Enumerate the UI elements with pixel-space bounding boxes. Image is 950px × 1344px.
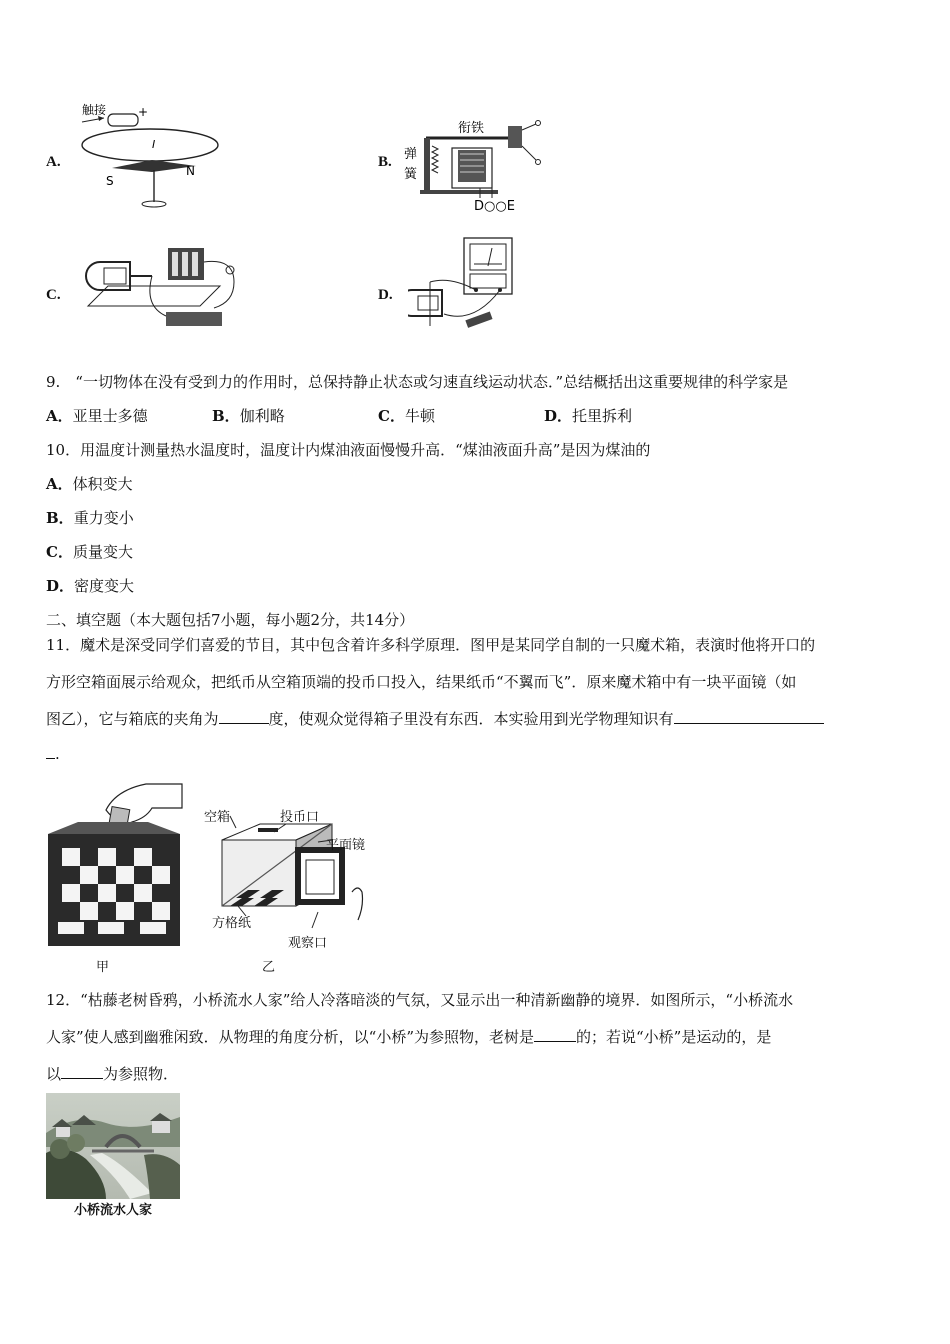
q10-option-d[interactable] <box>46 575 134 596</box>
q9-option-c-letter: C． <box>378 407 405 425</box>
q12-line2-b: 的；若说“小桥”是运动的，是 <box>576 1028 772 1046</box>
grid-paper-label: 方格纸 <box>212 916 252 931</box>
q9-option-b-letter: B． <box>212 407 240 425</box>
q10-option-b-text: 重力变小 <box>73 509 134 527</box>
north-pole-label: N <box>186 164 195 178</box>
q10-option-c-text: 质量变大 <box>72 543 133 561</box>
q11-optics-blank[interactable] <box>674 709 824 724</box>
q11-line3-b: 度，使观众觉得箱子里没有东西．本实验用到光学物理知识有 <box>268 710 674 728</box>
q9-option-a-letter: A． <box>46 407 73 425</box>
empty-box-label: 空箱 <box>204 810 231 825</box>
q10-option-d-text: 密度变大 <box>74 577 135 595</box>
q10-option-a[interactable] <box>46 473 133 494</box>
q10-option-a-letter: A． <box>46 475 73 493</box>
q12-reference-blank[interactable] <box>61 1064 103 1079</box>
q10-option-b-letter: B． <box>46 509 74 527</box>
q10-option-b[interactable] <box>46 507 134 528</box>
q11-optics-blank-cont[interactable] <box>46 744 55 759</box>
spring-label-2: 簧 <box>404 167 418 182</box>
viewing-port-label: 观察口 <box>288 936 328 951</box>
q11-line1: 11．魔术是深受同学们喜爱的节目，其中包含着许多科学原理．图甲是某同学自制的一只魔术箱，表演时他将开口的 <box>46 636 816 654</box>
q12-tree-state-blank[interactable] <box>534 1027 576 1042</box>
bridge-photo-caption: 小桥流水人家 <box>73 1203 152 1218</box>
option-b-letter: B. <box>378 154 392 170</box>
motor-principle-figure <box>80 242 250 334</box>
q9-option-c-text: 牛顿 <box>404 407 435 425</box>
generator-galvanometer-figure <box>408 234 518 336</box>
q9-option-a[interactable] <box>46 405 148 426</box>
spring-label-1: 弹 <box>404 147 418 162</box>
q9-option-d[interactable] <box>544 405 632 426</box>
q10-option-c-letter: C． <box>46 543 73 561</box>
electromagnetic-relay-figure <box>400 112 550 214</box>
section2-heading: 二、填空题（本大题包括7小题，每小题2分，共14分） <box>46 611 415 629</box>
option-c-letter: C. <box>46 287 61 303</box>
q9-option-c[interactable] <box>378 405 435 426</box>
q11-line3-a: 图乙），它与箱底的夹角为 <box>46 710 219 728</box>
q10-stem: 10．用温度计测量热水温度时，温度计内煤油液面慢慢升高．“煤油液面升高”是因为煤油的 <box>46 441 651 459</box>
q10-option-d-letter: D． <box>46 577 75 595</box>
figure-jia-label: 甲 <box>96 960 110 975</box>
q12-line2 <box>46 1026 771 1047</box>
q11-line4 <box>46 744 60 763</box>
q11-angle-blank[interactable] <box>219 709 269 724</box>
touch-label: 触接 <box>82 103 107 117</box>
q12-line2-a: 人家”使人感到幽雅闲致．从物理的角度分析，以“小桥”为参照物，老树是 <box>46 1028 535 1046</box>
q9-option-d-text: 托里拆利 <box>572 407 633 425</box>
q9-option-a-text: 亚里士多德 <box>72 407 148 425</box>
q12-line3-b: 为参照物． <box>103 1065 179 1083</box>
q10-option-c[interactable] <box>46 541 133 562</box>
current-label: I <box>152 138 156 151</box>
armature-label: 衔铁 <box>458 121 485 136</box>
option-a-letter: A. <box>46 154 61 170</box>
magic-box-figure-jia <box>44 776 184 952</box>
q9-option-b-text: 伽利略 <box>239 407 285 425</box>
terminals-label: D○○E <box>474 199 515 214</box>
q11-line2: 方形空箱面展示给观众，把纸币从空箱顶端的投币口投入，结果纸币“不翼而飞”．原来魔术箱中有一块平面镜（如 <box>46 673 797 691</box>
south-pole-label: S <box>106 174 114 188</box>
q12-line3 <box>46 1063 178 1084</box>
option-d-letter: D. <box>378 287 393 303</box>
q9-stem: 9. “一切物体在没有受到力的作用时，总保持静止状态或匀速直线运动状态．”总结概括出这重要规律的科学家是 <box>46 373 789 391</box>
q12-line1: 12．“枯藤老树昏鸦，小桥流水人家”给人冷落暗淡的气氛，又显示出一种清新幽静的境界．如图所示，“小桥流水 <box>46 991 794 1009</box>
oersted-experiment-figure <box>72 100 222 215</box>
plus-label: + <box>138 105 149 119</box>
q12-line3-a: 以 <box>46 1065 62 1083</box>
coin-slot-label: 投币口 <box>280 810 320 825</box>
q11-line3 <box>46 708 824 729</box>
q9-option-d-letter: D． <box>544 407 573 425</box>
q9-option-b[interactable] <box>212 405 285 426</box>
plane-mirror-label: 平面镜 <box>326 838 366 853</box>
q10-option-a-text: 体积变大 <box>72 475 133 493</box>
q11-line4-end: . <box>55 745 60 763</box>
figure-yi-label: 乙 <box>262 960 276 975</box>
